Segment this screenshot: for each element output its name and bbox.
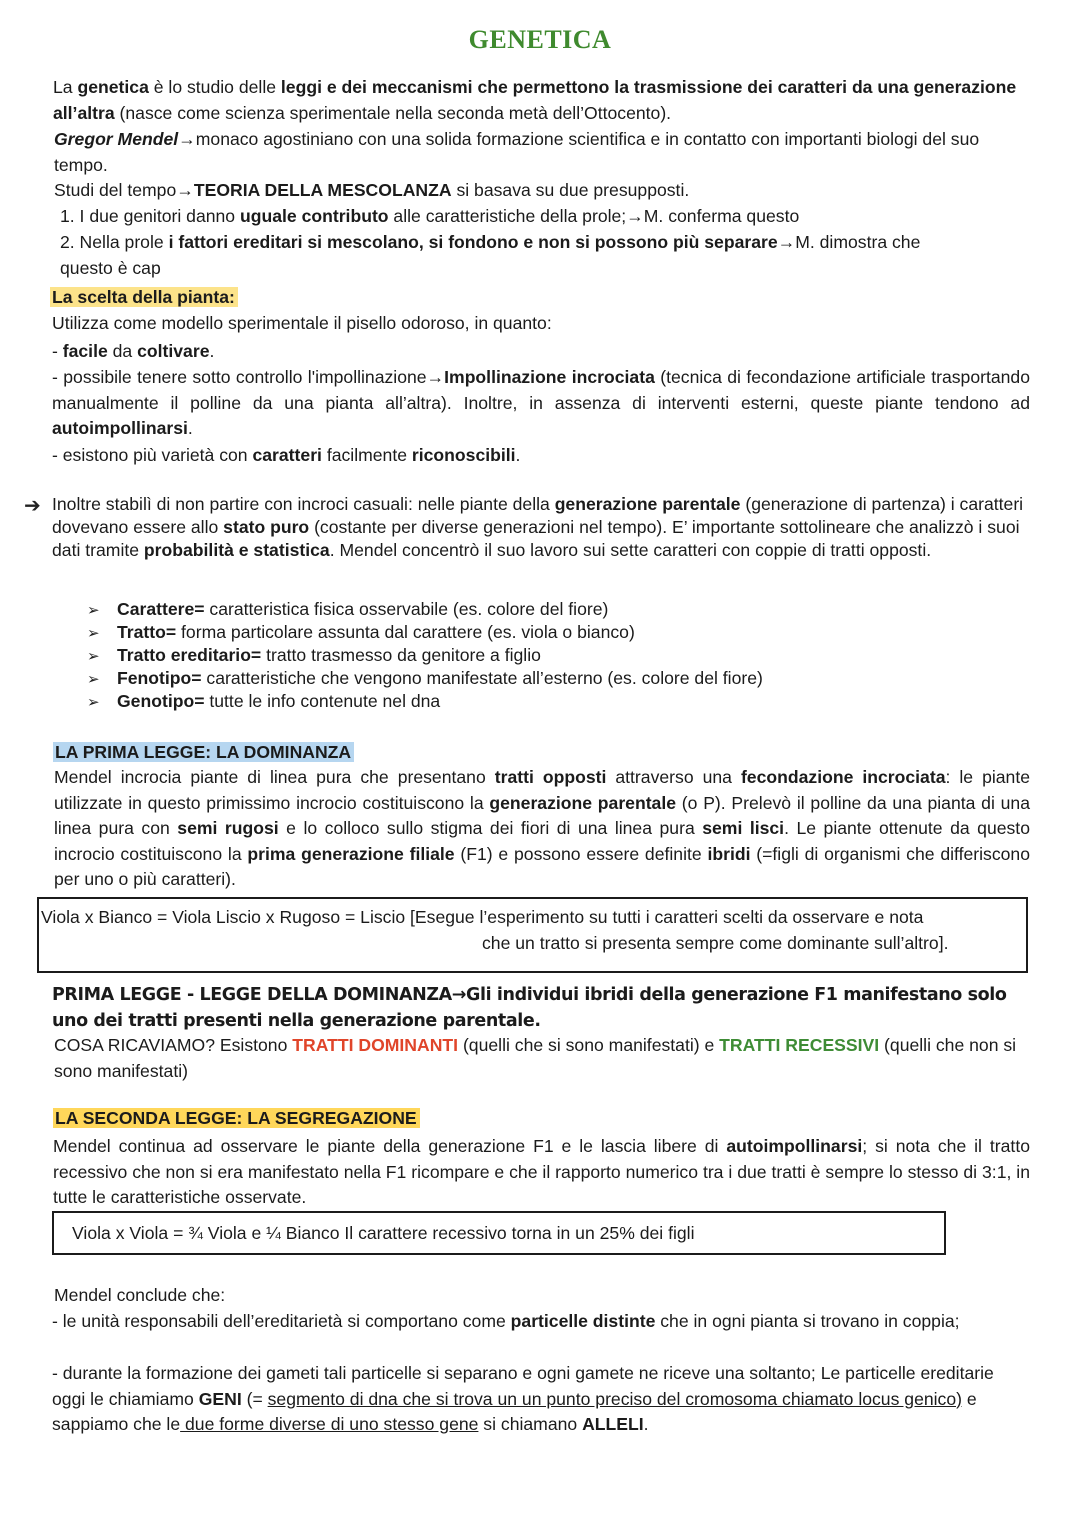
conclusion-point-1 [52, 1309, 982, 1335]
bold-text: generazione parentale [489, 792, 677, 813]
text: La [53, 77, 78, 97]
text: (tecnica di fecondazione artificiale trasportando manualmente il polline da una pianta all’altra). Inoltre, in assenza di interventi esterni, queste piante tendono ad [52, 367, 1030, 413]
text: Mendel incrocia piante di linea pura che presentano [54, 767, 495, 787]
text: ; si nota che il tratto recessivo che non si era manifestato nella F1 ricompare e che il rapporto numerico tra i due tratti è sempre lo stesso di 3:1, in tutte le caratteristiche osservate. [53, 1136, 1030, 1208]
text: . Mendel concentrò il suo lavoro sui sette caratteri con coppie di tratti opposti. [329, 540, 932, 561]
conclusion-intro: Mendel conclude che: [54, 1285, 226, 1305]
theory-item-2-cont: questo è cap [60, 258, 161, 278]
box-text: Viola x Viola = ¾ Viola e ¼ Bianco Il carattere recessivo torna in un 25% dei figli [72, 1223, 695, 1243]
text: alle caratteristiche della prole;→M. conferma questo [388, 206, 800, 226]
definition-text: tratto trasmesso da genitore a figlio [261, 645, 541, 665]
heading-text: La scelta della pianta: [50, 287, 238, 307]
bold-text: coltivare [137, 341, 210, 361]
bold-text: prima generazione filiale [247, 843, 455, 864]
law1-statement: PRIMA LEGGE - LEGGE DELLA DOMINANZA→Gli individui ibridi della generazione F1 manifestano solo uno dei tratti presenti nella generazione parentale. [52, 985, 1007, 1031]
arrowhead-bullet-icon: ➢ [87, 602, 100, 619]
text: Inoltre stabilì di non partire con incroci casuali: nelle piante della [52, 494, 555, 514]
text: si basava su due presupposti. [451, 180, 690, 200]
definition-term: Tratto ereditario= [117, 645, 262, 665]
text: è lo studio delle [148, 77, 281, 97]
definition-term: Genotipo= [117, 691, 205, 711]
text: - durante la formazione dei gameti tali particelle si separano e ogni gamete ne riceve una soltanto; Le particelle ereditarie oggi le chiamiamo [52, 1363, 994, 1409]
method-paragraph [52, 493, 1037, 563]
law1-conclusion [54, 1033, 1029, 1084]
bold-text: autoimpollinarsi [52, 418, 188, 439]
box-text: Viola x Bianco = Viola Liscio x Rugoso = Liscio [Esegue l’esperimento su tutti i caratteri scelti da osservare e nota [41, 907, 924, 927]
arrow-bullet-icon: ➔ [24, 495, 41, 517]
text: (costante per diverse generazioni nel tempo). E’ importante sottolineare che analizzò i suoi dati tramite [52, 517, 1020, 561]
bold-text: probabilità e statistica [143, 540, 330, 561]
text: →M. dimostra che [777, 232, 921, 252]
heading-text: LA PRIMA LEGGE: LA DOMINANZA [53, 742, 354, 762]
text: . [209, 341, 215, 361]
text: (nasce come scienza sperimentale nella seconda metà dell’Ottocento). [114, 102, 672, 123]
law1-paragraph [54, 765, 1030, 893]
bold-text: facile [62, 341, 108, 361]
definition-item [87, 644, 541, 667]
underlined-text: segmento di dna che si trova un un punto preciso del cromosoma chiamato locus genico) [267, 1388, 962, 1409]
plant-point-2 [52, 365, 1030, 442]
text: . [187, 418, 193, 439]
arrowhead-bullet-icon: ➢ [87, 648, 100, 665]
bold-text: riconoscibili [411, 445, 516, 465]
theory-item-1 [60, 204, 799, 230]
text: (=figli di organismi che differiscono per uno o più caratteri). [54, 843, 1030, 890]
text: - esistono più varietà con [52, 445, 253, 465]
dominant-traits-label: TRATTI DOMINANTI [292, 1035, 459, 1055]
page-title: GENETICA [468, 25, 612, 54]
recessive-traits-label: TRATTI RECESSIVI [719, 1035, 880, 1055]
text: 1. I due genitori danno [60, 206, 240, 226]
definition-item [87, 621, 635, 644]
definition-term: Tratto= [117, 622, 177, 642]
bold-text: semi lisci [702, 818, 785, 839]
bold-text: semi rugosi [177, 818, 279, 839]
bold-text: Impollinazione incrociata [444, 367, 655, 387]
definition-text: tutte le info contenute nel dna [204, 691, 441, 711]
definition-term: Carattere= [117, 599, 205, 619]
bold-text: generazione parentale [554, 494, 741, 514]
text: e sappiamo che le [52, 1388, 977, 1435]
law2-paragraph [53, 1134, 1030, 1211]
bold-text: particelle distinte [510, 1311, 656, 1331]
definition-item [87, 598, 608, 621]
bold-text: TEORIA DELLA MESCOLANZA [193, 180, 452, 200]
conclusion-point-2 [52, 1361, 1012, 1438]
text: (quelli che si sono manifestati) e [458, 1035, 720, 1055]
arrowhead-bullet-icon: ➢ [87, 625, 100, 642]
text: : le piante utilizzate in questo primissimo incrocio costituiscono la [54, 767, 1031, 813]
section-heading-law1 [53, 740, 354, 766]
bold-text: i fattori ereditari si mescolano, si fondono e non si possono più separare [168, 232, 778, 252]
definition-text: caratteristica fisica osservabile (es. colore del fiore) [204, 599, 609, 619]
bold-text: ALLELI [582, 1414, 644, 1435]
text: (F1) e possono essere definite [454, 843, 708, 864]
text: (generazione di partenza) i caratteri dovevano essere allo [52, 494, 1024, 538]
text: (quelli che non si sono manifestati) [54, 1035, 1017, 1081]
plant-intro: Utilizza come modello sperimentale il pisello odoroso, in quanto: [52, 313, 552, 333]
bold-text: uguale contributo [239, 206, 389, 226]
example-box-dominance [37, 897, 1028, 973]
definition-term: Fenotipo= [117, 668, 202, 688]
section-heading-law2 [53, 1106, 420, 1132]
text: - le unità responsabili dell’ereditarietà si comportano come [52, 1311, 511, 1331]
bold-text: tratti opposti [494, 767, 607, 787]
text: - possibile tenere sotto controllo l'impollinazione→ [52, 367, 445, 387]
bold-text: caratteri [252, 445, 322, 465]
plant-point-3 [52, 443, 520, 469]
arrowhead-bullet-icon: ➢ [87, 694, 100, 711]
definition-text: forma particolare assunta dal carattere (es. viola o bianco) [176, 622, 635, 642]
text: Studi del tempo→ [54, 180, 194, 200]
mendel-paragraph [54, 127, 1034, 178]
intro-paragraph [53, 75, 1033, 126]
bold-text: genetica [77, 77, 149, 97]
definition-item [87, 667, 763, 690]
arrowhead-bullet-icon: ➢ [87, 671, 100, 688]
text: (= [241, 1388, 268, 1409]
text: →monaco agostiniano con una solida formazione scientifica e in contatto con importanti biologi del suo tempo. [54, 129, 980, 175]
text: . [515, 445, 521, 465]
bold-text: autoimpollinarsi [726, 1136, 863, 1156]
example-box-segregation [52, 1211, 946, 1255]
bold-text: fecondazione incrociata [740, 767, 946, 787]
bold-text: stato puro [223, 517, 310, 538]
text: COSA RICAVIAMO? Esistono [54, 1035, 293, 1055]
text: . Le piante ottenute da questo incrocio costituiscono la [54, 818, 1030, 864]
plant-point-1 [52, 339, 214, 365]
bold-text: leggi e dei meccanismi che permettono la trasmissione dei caratteri da una generazione all’altra [53, 77, 1017, 123]
text: 2. Nella prole [60, 232, 169, 252]
mendel-name: Gregor Mendel [54, 129, 179, 149]
theory-line [54, 178, 689, 204]
text: (o P). Prelevò il polline da una pianta di una linea pura con [54, 792, 1030, 839]
text: si chiamano [478, 1414, 583, 1435]
bold-text: ibridi [707, 843, 751, 864]
text: che in ogni pianta si trovano in coppia; [655, 1311, 960, 1331]
text: attraverso una [606, 767, 741, 787]
definition-text: caratteristiche che vengono manifestate all’esterno (es. colore del fiore) [201, 668, 763, 688]
bold-text: GENI [198, 1388, 242, 1409]
text: e lo colloco sullo stigma dei fiori di una linea pura [278, 818, 703, 839]
definition-item [87, 690, 440, 713]
underlined-text: due forme diverse di uno stesso gene [180, 1414, 479, 1435]
heading-text: LA SECONDA LEGGE: LA SEGREGAZIONE [53, 1108, 420, 1128]
section-heading-plant [50, 285, 238, 311]
text: . [643, 1414, 649, 1435]
text: facilmente [321, 445, 412, 465]
text: da [107, 341, 138, 361]
text: - [52, 341, 63, 361]
text: Mendel continua ad osservare le piante della generazione F1 e le lascia libere di [53, 1136, 727, 1156]
box-text: che un tratto si presenta sempre come dominante sull’altro]. [482, 933, 949, 953]
theory-item-2 [60, 230, 920, 256]
